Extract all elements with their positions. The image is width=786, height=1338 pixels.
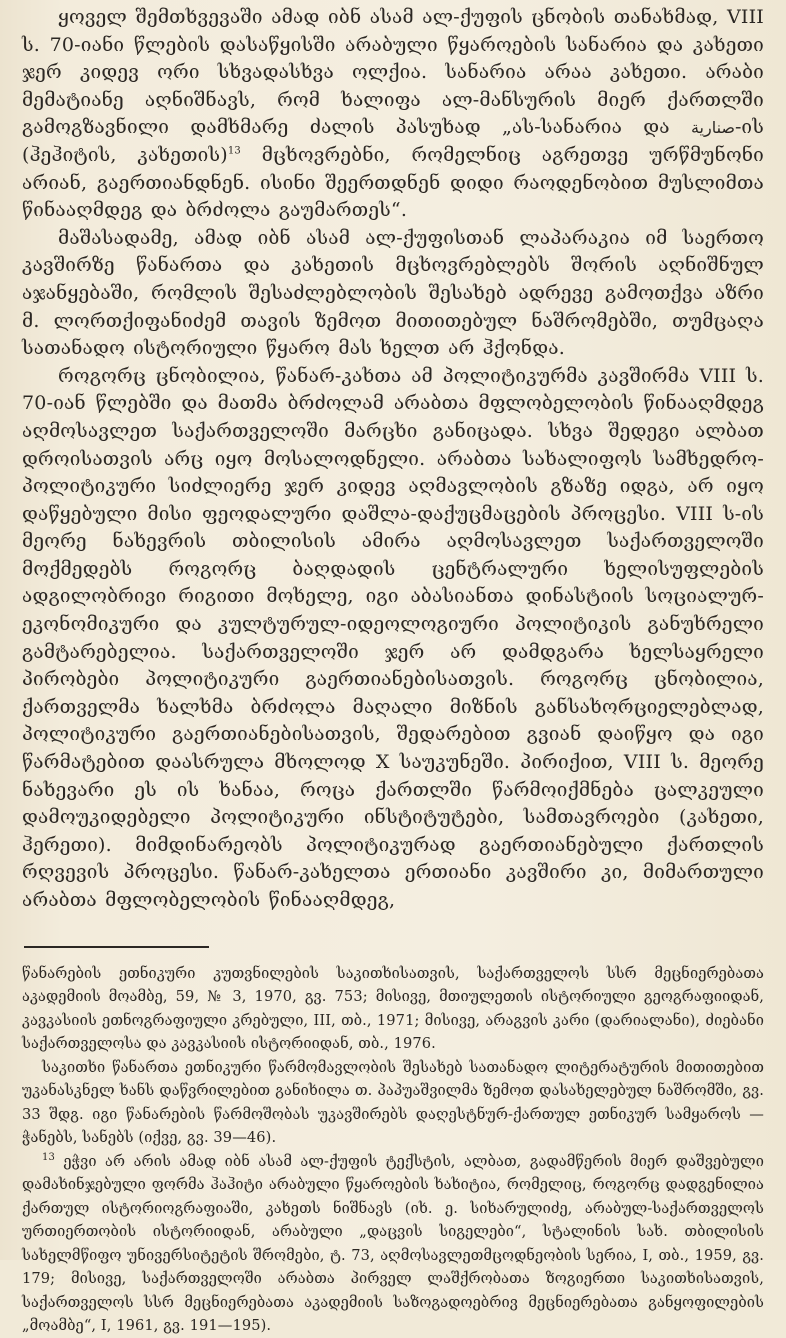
footnote-3 (22, 1150, 764, 1338)
main-text (22, 4, 764, 915)
footnote-divider (24, 946, 209, 948)
footnote-number-13: 13 (42, 1151, 55, 1163)
footnote-1: წანარების ეთნიკური კუთვნილების საკითხისათვის, საქართველოს სსრ მეცნიერებათა აკადემიის მოამბე, 59, № 3, 1970, გვ. 753; მისივე, მთიულეთის ისტორიული გეოგრაფიიდან, კავკასიის ეთნოგრაფიული კრებული, III, თბ., 1971; მისივე, არაგვის კარი (დარიალანი), ძიებანი საქართველოსა და კავკასიის ისტორიიდან, თბ., 1976. (22, 964, 764, 1053)
footnote-2: საკითხი წანართა ეთნიკური წარმომავლობის შესახებ სათანადო ლიტერატურის მითითებით უკანასკნელ ხანს დაწვრილებით განიხილა თ. პაპუაშვილმა ზემოთ დასახელებულ ნაშრომში, გვ. 33 შდგ. იგი წანარების წარმოშობას უკავშირებს დაღესტნურ-ქართულ ეთნიკურ სამყაროს — ჭანებს, სანებს (იქვე, გვ. 39—46). (22, 1058, 764, 1147)
footnotes (22, 962, 764, 1338)
paragraph-1-end: მცხოვრებნი, რომელნიც აგრეთვე ურწმუნონი არიან, გაერთიანდნენ. ისინი შეერთდნენ დიდი რაოდენობით მუსლიმთა წინააღმდეგ და ბრძოლა გაუმართეს“. (22, 143, 764, 222)
footnote-ref-13: 13 (227, 145, 241, 157)
paragraph-2: მაშასადამე, ამად იბნ ასამ ალ-ქუფისთან ლაპარაკია იმ საერთო კავშირზე წანართა და კახეთის მცხოვრებლებს შორის აღნიშნულ აჯანყებაში, რომლის შესაძლებლობის შესახებ ადრევე გამოთქვა აზრი მ. ლორთქიფანიძემ თავის ზემოთ მითითებულ ნაშრომებში, თუმცაღა სათანადო ისტორიული წყარო მას ხელთ არ ჰქონდა. (22, 226, 764, 360)
paragraph-1-text-after: -ის (ჰეჰიტის, კახეთის) (22, 116, 764, 166)
arabic-word: ﺻﻨﺎﺭﻳﺔ (690, 118, 736, 138)
paragraph-1-text: ყოველ შემთხვევაში ამად იბნ ასამ ალ-ქუფის ცნობის თანახმად, VIII ს. 70-იანი წლების დასაწყისში არაბული წყაროების სანარია და კახეთი ჯერ კიდევ ორი სხვადასხვა ოლქია. სანარია არაა კახეთი. არაბი მემატიანე აღნიშნავს, რომ ხალიფა ალ-მანსურის მიერ ქართლში გამოგზავნილი დამხმარე ძალის პასუხად „ას-სანარია და (22, 6, 764, 139)
paragraph-1 (22, 4, 764, 225)
footnote-3-text: ეჭვი არ არის ამად იბნ ასამ ალ-ქუფის ტექსტის, ალბათ, გადამწერის მიერ დაშვებული დამახინჯებული ფორმა ჰაჰიტი არაბული წყაროების ხახიტია, რომელიც, როგორც დადგენილია ქართულ ისტორიოგრაფიაში, კახეთს ნიშნავს (იხ. ე. სიხარულიძე, არაბულ-საქართველოს ურთიერთობის ისტორიიდან, არაბული „დაცვის სიგელები“, სტალინის სახ. თბილისის სახელმწიფო უნივერსიტეტის შრომები, ტ. 73, აღმოსავლეთმცოდნეობის სერია, I, თბ., 1959, გვ. 179; მისივე, საქართველოში არაბთა პირველ ლაშქრობათა ზოგიერთი საკითხისათვის, საქართველოს სსრ მეცნიერებათა აკადემიის საზოგადოებრივ მეცნიერებათა განყოფილების „მოამბე“, I, 1961, გვ. 191—195). (22, 1152, 764, 1335)
paragraph-3: როგორც ცნობილია, წანარ-კახთა ამ პოლიტიკურმა კავშირმა VIII ს. 70-იან წლებში და მათმა ბრძოლამ არაბთა მფლობელობის წინააღმდეგ აღმოსავლეთ საქართველოში მარცხი განიცადა. სხვა შედეგი ალბათ დროისათვის არც იყო მოსალოდნელი. არაბთა სახალიფოს სამხედრო-პოლიტიკური სიძლიერე ჯერ კიდევ აღმავლობის გზაზე იდგა, არ იყო დაწყებული მისი ფეოდალური დაშლა-დაქუცმაცების პროცესი. VIII ს-ის მეორე ნახევრის თბილისის ამირა აღმოსავლეთ საქართველოში მოქმედებს როგორც ბაღდადის ცენტრალური ხელისუფლების ადგილობრივი რიგითი მოხელე, იგი აბასიანთა დინასტიის სოციალურ-ეკონომიკური და კულტურულ-იდეოლოგიური პოლიტიკის განუხრელი გამტარებელია. საქართველოში ჯერ არ დამდგარა ხელსაყრელი პირობები პოლიტიკური გაერთიანებისათვის. როგორც ცნობილია, ქართველმა ხალხმა ბრძოლა მაღალი მიზნის განსახორციელებლად, პოლიტიკური გაერთიანებისათვის, შედარებით გვიან დაიწყო და იგი წარმატებით დაასრულა მხოლოდ X საუკუნეში. პირიქით, VIII ს. მეორე ნახევარი ეს ის ხანაა, როცა ქართლში წარმოიქმნება ცალკეული დამოუკიდებელი პოლიტიკური ინსტიტუტები, სამთავროები (კახეთი, ჰერეთი). მიმდინარეობს პოლიტიკურად გაერთიანებული ქართლის რღვევის პროცესი. წანარ-კახელთა ერთიანი კავშირი კი, მიმართული არაბთა მფლობელობის წინააღმდეგ, (22, 364, 764, 911)
